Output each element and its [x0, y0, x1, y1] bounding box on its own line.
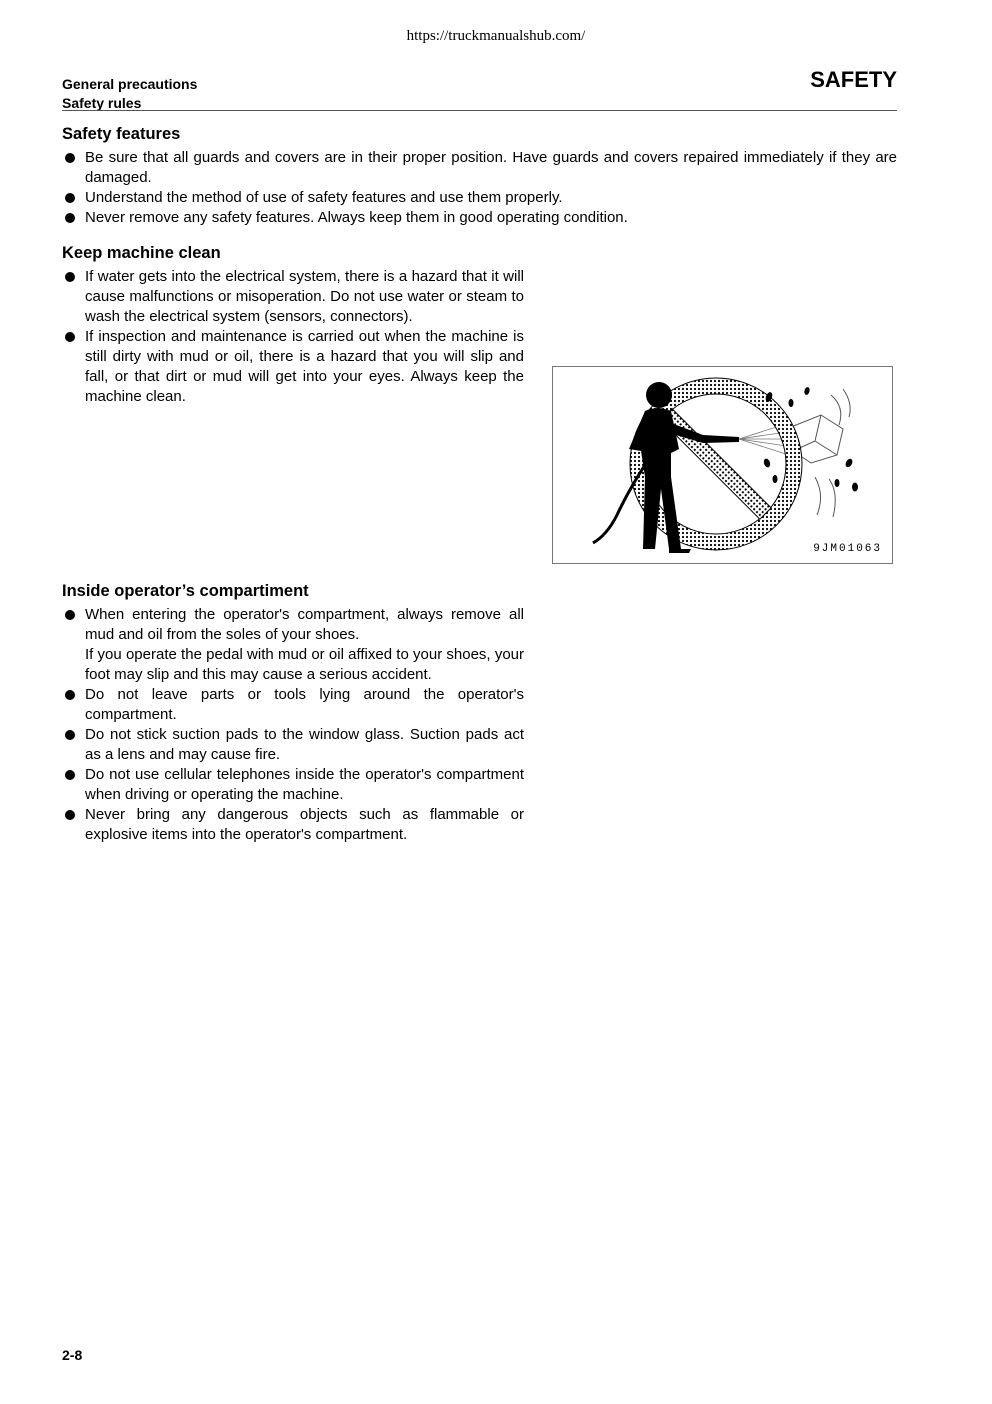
warning-illustration	[552, 366, 893, 564]
list-item	[62, 605, 524, 685]
list-item-text: Never bring any dangerous objects such as flammable or explosive items into the operator's compartment.	[85, 806, 524, 843]
list-item-text: When entering the operator's compartment, always remove all mud and oil from the soles of your shoes.	[85, 606, 524, 643]
section-inside-operators-compartment	[62, 581, 524, 845]
list-item-text: If you operate the pedal with mud or oil affixed to your shoes, your foot may slip and this may cause a serious accident.	[85, 646, 524, 683]
bullet-list	[62, 605, 524, 845]
source-url: https://truckmanualshub.com/	[406, 28, 586, 44]
list-item	[62, 208, 897, 228]
section-title: Keep machine clean	[62, 244, 221, 262]
list-item	[62, 267, 524, 327]
header-divider	[62, 110, 897, 111]
breadcrumb-safety-rules: Safety rules	[62, 95, 142, 111]
list-item	[62, 765, 524, 805]
list-item-text: Be sure that all guards and covers are in their proper position. Have guards and covers repaired immediately if they are damaged.	[85, 149, 897, 186]
list-item	[62, 188, 897, 208]
list-item-text: Do not leave parts or tools lying around the operator's compartment.	[85, 686, 524, 723]
chapter-title: SAFETY	[810, 67, 897, 92]
page-number: 2-8	[62, 1347, 83, 1363]
list-item-text: If water gets into the electrical system, there is a hazard that it will cause malfunctions or misoperation. Do not use water or steam to wash the electrical system (sensors, connectors).	[85, 268, 524, 325]
figure-code: 9JM01063	[813, 543, 882, 555]
section-title: Inside operator’s compartiment	[62, 582, 309, 600]
list-item	[62, 327, 524, 407]
list-item	[62, 725, 524, 765]
list-item	[62, 685, 524, 725]
list-item-text: Never remove any safety features. Always keep them in good operating condition.	[85, 209, 628, 226]
list-item-text: Do not use cellular telephones inside the operator's compartment when driving or operating the machine.	[85, 766, 524, 803]
no-water-spray-on-electrical-icon	[553, 367, 892, 563]
breadcrumb-general-precautions: General precautions	[62, 76, 198, 92]
section-title: Safety features	[62, 125, 181, 143]
section-keep-machine-clean	[62, 243, 524, 407]
list-item-text: Do not stick suction pads to the window glass. Suction pads act as a lens and may cause fire.	[85, 726, 524, 763]
list-item	[62, 148, 897, 188]
list-item	[62, 805, 524, 845]
list-item-text: If inspection and maintenance is carried out when the machine is still dirty with mud or oil, there is a hazard that you will slip and fall, or that dirt or mud will get into your eyes. Always keep the machine clean.	[85, 328, 524, 405]
list-item-text: Understand the method of use of safety features and use them properly.	[85, 189, 563, 206]
section-safety-features	[62, 124, 897, 228]
bullet-list	[62, 267, 524, 407]
bullet-list	[62, 148, 897, 228]
breadcrumb	[62, 75, 197, 113]
